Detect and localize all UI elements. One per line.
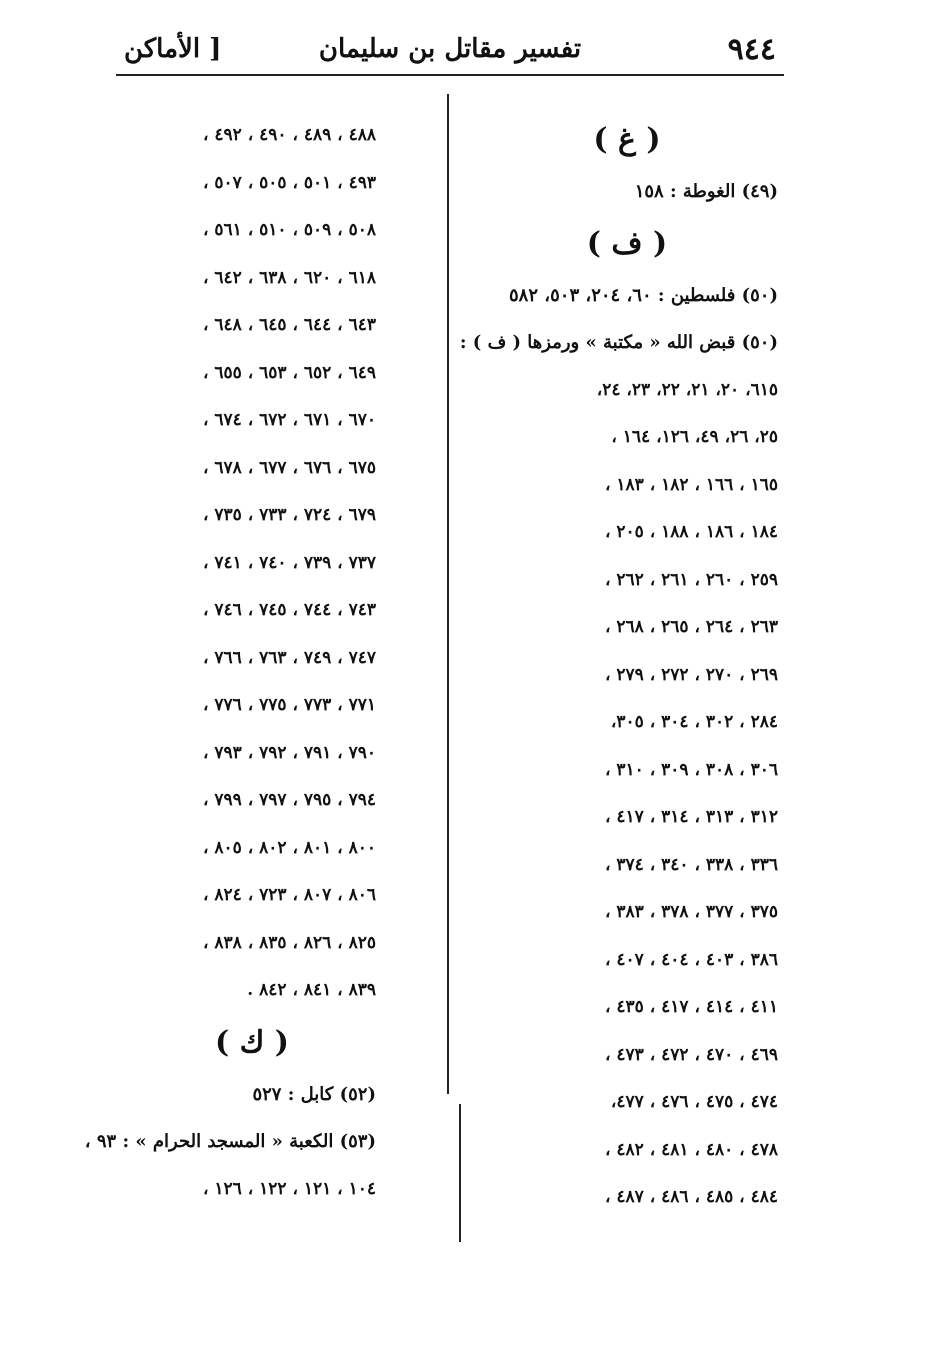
list-item: ٨٣٩ ، ٨٤١ ، ٨٤٢ .	[247, 980, 376, 1000]
list-item: ٨٠٠ ، ٨٠١ ، ٨٠٢ ، ٨٠٥ ،	[202, 837, 376, 858]
page-number: ٩٤٤	[727, 32, 776, 67]
list-item: ٦٧٥ ، ٦٧٦ ، ٦٧٧ ، ٦٧٨ ،	[202, 457, 376, 478]
list-item: ٧٤٣ ، ٧٤٤ ، ٧٤٥ ، ٧٤٦ ،	[202, 600, 376, 620]
list-item: ٦٤٣ ، ٦٤٤ ، ٦٤٥ ، ٦٤٨ ،	[202, 315, 376, 335]
list-item: ٦٤٩ ، ٦٥٢ ، ٦٥٣ ، ٦٥٥ ،	[202, 362, 376, 383]
list-item: ٦٧٠ ، ٦٧١ ، ٦٧٢ ، ٦٧٤ ،	[202, 410, 376, 430]
list-item: ٦١٥، ٢٠، ٢١، ٢٢، ٢٣، ٢٤،	[596, 379, 778, 400]
list-item: ٧٩٤ ، ٧٩٥ ، ٧٩٧ ، ٧٩٩ ،	[202, 790, 376, 810]
section-letter-fa: ( ف )	[586, 225, 668, 261]
list-item: ٧٩٠ ، ٧٩١ ، ٧٩٢ ، ٧٩٣ ،	[202, 742, 376, 763]
section-letter-kaf: ( ك )	[214, 1024, 289, 1060]
entry-kaaba: (٥٣) الكعبة « المسجد الحرام » : ٩٣ ،	[84, 1131, 376, 1152]
section-title: [ الأماكن	[124, 34, 222, 64]
header-rule	[116, 74, 784, 76]
column-divider-upper	[447, 94, 449, 1094]
entry-ghouta: (٤٩) الغوطة : ١٥٨	[634, 181, 778, 202]
list-item: ٢٥٩ ، ٢٦٠ ، ٢٦١ ، ٢٦٢ ،	[604, 569, 778, 590]
list-item: ٦٧٩ ، ٧٢٤ ، ٧٣٣ ، ٧٣٥ ،	[202, 505, 376, 525]
list-item: ٤٧٨ ، ٤٨٠ ، ٤٨١ ، ٤٨٢ ،	[604, 1139, 778, 1160]
list-item: ٢٦٣ ، ٢٦٤ ، ٢٦٥ ، ٢٦٨ ،	[604, 617, 778, 637]
list-item: ٤٨٨ ، ٤٨٩ ، ٤٩٠ ، ٤٩٢ ،	[202, 125, 376, 145]
list-item: ٤٧٤ ، ٤٧٥ ، ٤٧٦ ، ٤٧٧،	[610, 1092, 778, 1112]
list-item: ٣٨٦ ، ٤٠٣ ، ٤٠٤ ، ٤٠٧ ،	[604, 949, 778, 970]
page-header	[118, 22, 782, 74]
left-column	[84, 112, 376, 1213]
list-item: ٢٥، ٢٦، ٤٩، ١٢٦، ١٦٤ ،	[611, 427, 778, 447]
list-item: ٧٣٧ ، ٧٣٩ ، ٧٤٠ ، ٧٤١ ،	[202, 552, 376, 573]
list-item: ٢٦٩ ، ٢٧٠ ، ٢٧٢ ، ٢٧٩ ،	[604, 664, 778, 685]
list-item: ٨٠٦ ، ٨٠٧ ، ٧٢٣ ، ٨٢٤ ،	[202, 885, 376, 905]
list-item: ٤٦٩ ، ٤٧٠ ، ٤٧٢ ، ٤٧٣ ،	[604, 1044, 778, 1065]
list-item: ٥٠٨ ، ٥٠٩ ، ٥١٠ ، ٥٦١ ،	[202, 220, 376, 240]
list-item: ٨٢٥ ، ٨٢٦ ، ٨٣٥ ، ٨٣٨ ،	[202, 932, 376, 953]
list-item: ٤١١ ، ٤١٤ ، ٤١٧ ، ٤٣٥ ،	[604, 997, 778, 1017]
list-item: ٧٤٧ ، ٧٤٩ ، ٧٦٣ ، ٧٦٦ ،	[202, 647, 376, 668]
list-item: ٣٣٦ ، ٣٣٨ ، ٣٤٠ ، ٣٧٤ ،	[604, 854, 778, 875]
column-divider-lower	[459, 1104, 461, 1242]
list-item: ٣١٢ ، ٣١٣ ، ٣١٤ ، ٤١٧ ،	[604, 807, 778, 827]
entry-kabul: (٥٢) كابل : ٥٢٧	[252, 1083, 376, 1105]
list-item: ٣٠٦ ، ٣٠٨ ، ٣٠٩ ، ٣١٠ ،	[604, 759, 778, 780]
list-item: ١٨٤ ، ١٨٦ ، ١٨٨ ، ٢٠٥ ،	[604, 522, 778, 542]
entry-qabd-allah: (٥٠) قبض الله « مكتبة » ورمزها ( ف ) :	[459, 332, 778, 353]
list-item: ٢٨٤ ، ٣٠٢ ، ٣٠٤ ، ٣٠٥،	[610, 712, 778, 732]
right-column	[459, 112, 778, 1222]
list-item: ٤٩٣ ، ٥٠١ ، ٥٠٥ ، ٥٠٧ ،	[202, 172, 376, 193]
list-item: ٣٧٥ ، ٣٧٧ ، ٣٧٨ ، ٣٨٣ ،	[604, 902, 778, 922]
entry-palestine: (٥٠) فلسطين : ٦٠، ٢٠٤، ٥٠٣، ٥٨٢	[509, 284, 778, 306]
list-item: ٦١٨ ، ٦٢٠ ، ٦٣٨ ، ٦٤٢ ،	[202, 267, 376, 288]
list-item: ٤٨٤ ، ٤٨٥ ، ٤٨٦ ، ٤٨٧ ،	[604, 1187, 778, 1207]
list-item: ١٦٥ ، ١٦٦ ، ١٨٢ ، ١٨٣ ،	[604, 474, 778, 495]
list-item: ٧٧١ ، ٧٧٣ ، ٧٧٥ ، ٧٧٦ ،	[202, 695, 376, 715]
book-title: تفسير مقاتل بن سليمان	[318, 34, 582, 64]
list-item: ١٠٤ ، ١٢١ ، ١٢٢ ، ١٢٦ ،	[202, 1178, 376, 1199]
section-letter-ghain: ( غ )	[593, 122, 661, 157]
